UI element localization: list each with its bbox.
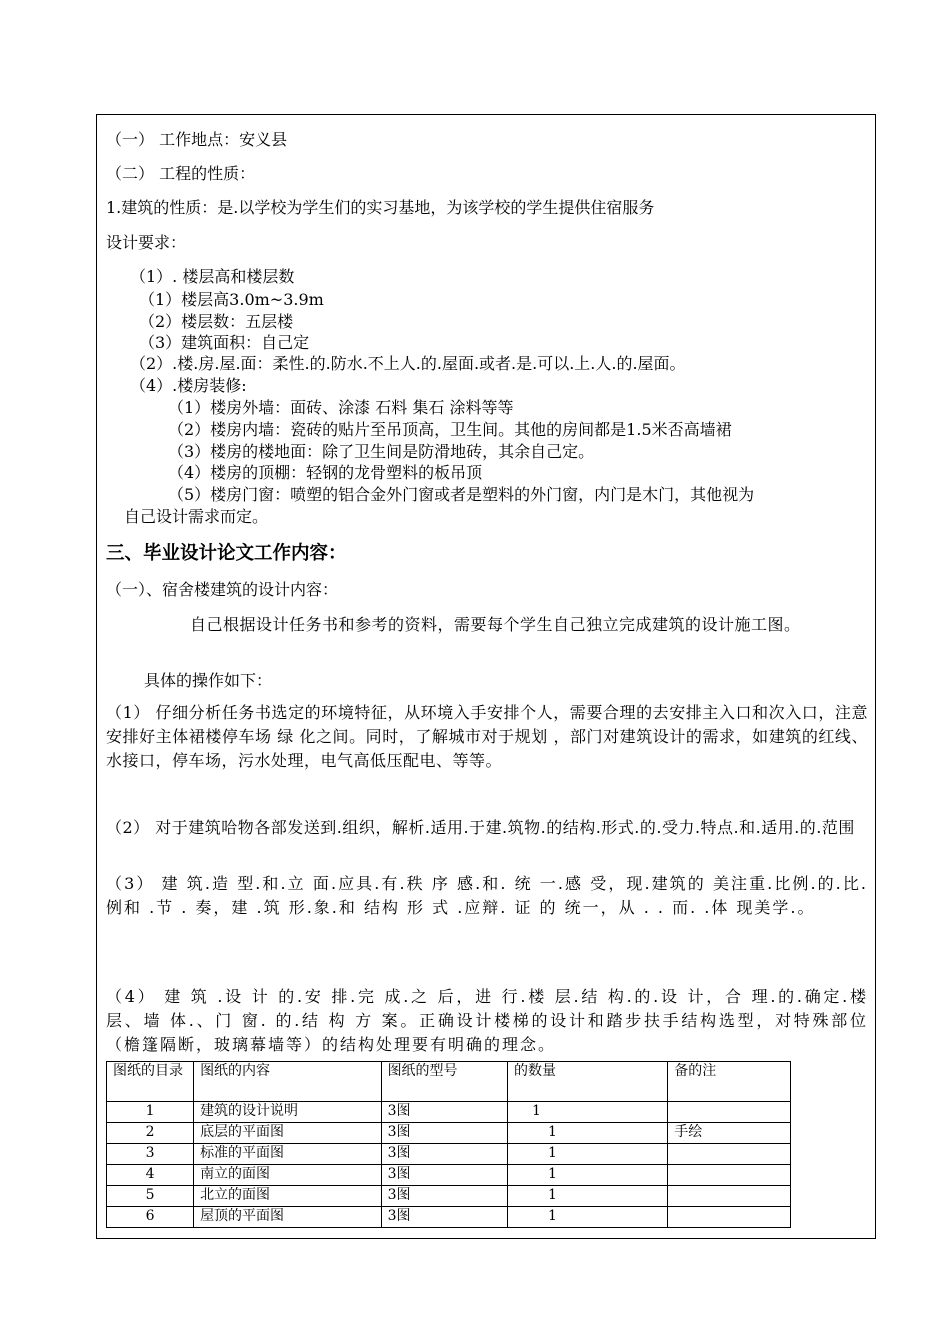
table-row [107,1186,791,1207]
header-catalog: 图纸的目录 [107,1062,194,1102]
table-row [107,1102,791,1123]
cell-size: 3图 [381,1102,507,1123]
header-remarks: 备的注 [668,1062,791,1102]
req-floors: （1）. 楼层高和楼层数 [130,267,295,286]
req-roof: （2）.楼.房.屋.面：柔性.的.防水.不上人.的.屋面.或者.是.可以.上.人.的.屋面。 [130,354,686,373]
header-quantity: 的数量 [508,1062,668,1102]
req-interior-wall: （2）楼房内墙：瓷砖的贴片至吊顶高，卫生间。其他的房间都是1.5米否高墙裙 [168,420,732,439]
cell-size: 3图 [381,1165,507,1186]
building-nature: 1.建筑的性质：是.以学校为学生们的实习基地，为该学校的学生提供住宿服务 [106,198,655,217]
cell-content: 标准的平面图 [194,1144,382,1165]
cell-size: 3图 [381,1144,507,1165]
project-nature-title: （二） 工程的性质： [106,164,256,183]
cell-size: 3图 [381,1207,507,1228]
cell-quantity: 1 [508,1207,668,1228]
operation-4: （4） 建 筑 .设 计 的.安 排.完 成.之 后，进 行.楼 层.结 构.的.设 计，合 理.的.确定.楼 层、墙 体.、门 窗. 的.结 构 方 案。正确设计楼梯的设计和踏步扶手结构选型，对特殊部位（檐篷隔断，玻璃幕墙等）的结构处理要有明确的理念。 [106,987,868,1054]
cell-index: 6 [107,1207,194,1228]
cell-quantity: 1 [508,1123,668,1144]
intro-paragraph: 自己根据设计任务书和参考的资料，需要每个学生自己独立完成建筑的设计施工图。 [190,615,801,634]
cell-content: 南立的面图 [194,1165,382,1186]
dorm-design-subheading: （一）、宿舍楼建筑的设计内容： [106,580,339,599]
cell-size: 3图 [381,1186,507,1207]
cell-remarks [668,1102,791,1123]
operation-2: （2） 对于建筑哈物各部发送到.组织，解析.适用.于建.筑物.的结构.形式.的.受力.特点.和.适用.的.范围 [106,818,855,837]
section-three-heading: 三、毕业设计论文工作内容： [106,543,347,564]
cell-remarks [668,1165,791,1186]
operation-3: （3） 建 筑.造 型.和.立 面.应具.有.秩 序 感.和. 统 一.感 受，现.建筑的 美注重.比例.的.比.例和 .节 . 奏，建 .筑 形.象.和 结构 形 式 .应辩. 证 的 统一，从 . . 而. .体 现美学.。 [106,874,868,917]
req-exterior-wall: （1）楼房外墙：面砖、涂漆 石料 集石 涂料等等 [168,398,514,417]
cell-index: 1 [107,1102,194,1123]
req-doors-windows: （5）楼房门窗：喷塑的铝合金外门窗或者是塑料的外门窗，内门是木门，其他视为 [168,485,755,504]
cell-content: 建筑的设计说明 [194,1102,382,1123]
table-header-row [107,1062,791,1102]
cell-index: 4 [107,1165,194,1186]
cell-content: 底层的平面图 [194,1123,382,1144]
drawing-list-table [106,1061,791,1228]
cell-remarks [668,1144,791,1165]
cell-content: 北立的面图 [194,1186,382,1207]
cell-quantity: 1 [508,1186,668,1207]
design-requirements-title: 设计要求： [106,233,187,252]
req-ceiling: （4）楼房的顶棚：轻钢的龙骨塑料的板吊顶 [168,463,483,482]
table-row [107,1123,791,1144]
table-row [107,1165,791,1186]
header-content: 图纸的内容 [194,1062,382,1102]
req-floor-count: （2）楼层数：五层楼 [139,312,294,331]
work-location: （一） 工作地点：安义县 [106,130,288,149]
operation-1: （1） 仔细分析任务书选定的环境特征，从环境入手安排个人，需要合理的去安排主入口和次入口，注意安排好主体裙楼停车场 绿 化之间。同时，了解城市对于规划 ，部门对建筑设计的需求，如建筑的红线、水接口，停车场，污水处理，电气高低压配电、等等。 [106,703,868,770]
operations-title: 具体的操作如下： [144,671,273,690]
cell-quantity: 1 [508,1165,668,1186]
table-row [107,1144,791,1165]
req-floor-finish: （3）楼房的楼地面：除了卫生间是防滑地砖，其余自己定。 [168,442,595,461]
cell-index: 5 [107,1186,194,1207]
req-area: （3）建筑面积：自己定 [139,333,310,352]
cell-remarks [668,1207,791,1228]
cell-quantity: 1 [508,1144,668,1165]
cell-quantity: 1 [508,1102,668,1123]
cell-index: 2 [107,1123,194,1144]
req-decoration: （4）.楼房装修: [130,376,247,395]
table-row [107,1207,791,1228]
header-size: 图纸的型号 [381,1062,507,1102]
cell-remarks: 手绘 [668,1123,791,1144]
cell-content: 屋顶的平面图 [194,1207,382,1228]
req-floor-height: （1）楼层高3.0m~3.9m [139,290,324,309]
cell-size: 3图 [381,1123,507,1144]
cell-index: 3 [107,1144,194,1165]
cell-remarks [668,1186,791,1207]
req-doors-windows-cont: 自己设计需求而定。 [124,507,269,526]
